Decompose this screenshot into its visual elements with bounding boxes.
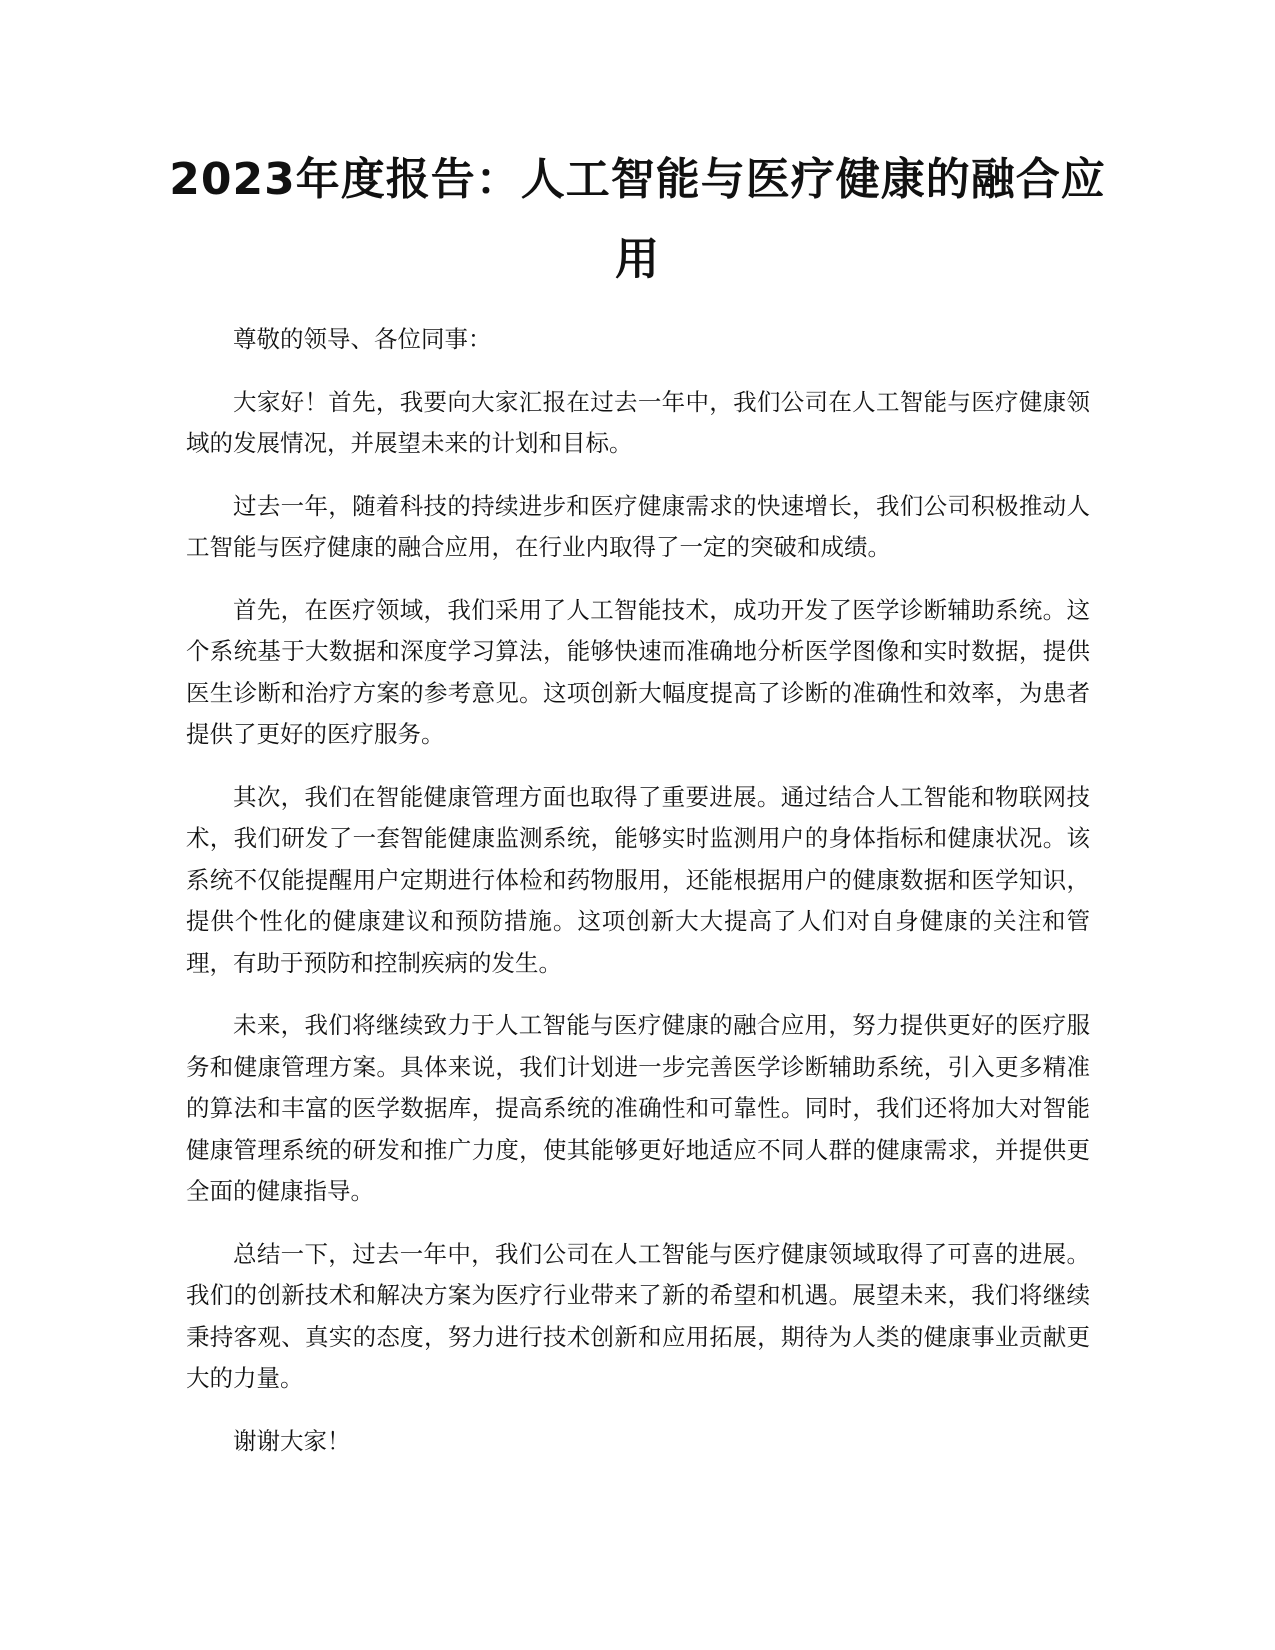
closing-paragraph: 谢谢大家！ <box>233 1426 351 1455</box>
health-management-paragraph: 其次，我们在智能健康管理方面也取得了重要进展。通过结合人工智能和物联网技术，我们研发了一套智能健康监测系统，能够实时监测用户的身体指标和健康状况。该系统不仅能提醒用户定期进行体检和药物服用，还能根据用户的健康数据和医学知识，提供个性化的健康建议和预防措施。这项创新大大提高了人们对自身健康的关注和管理，有助于预防和控制疾病的发生。 <box>186 782 1090 977</box>
salutation-paragraph: 尊敬的领导、各位同事： <box>233 325 492 353</box>
future-plans-paragraph: 未来，我们将继续致力于人工智能与医疗健康的融合应用，努力提供更好的医疗服务和健康管理方案。具体来说，我们计划进一步完善医学诊断辅助系统，引入更多精准的算法和丰富的医学数据库，提高系统的准确性和可靠性。同时，我们还将加大对智能健康管理系统的研发和推广力度，使其能够更好地适应不同人群的健康需求，并提供更全面的健康指导。 <box>186 1011 1090 1205</box>
summary-paragraph: 总结一下，过去一年中，我们公司在人工智能与医疗健康领域取得了可喜的进展。我们的创新技术和解决方案为医疗行业带来了新的希望和机遇。展望未来，我们将继续秉持客观、真实的态度，努力进行技术创新和应用拓展，期待为人类的健康事业贡献更大的力量。 <box>186 1239 1090 1392</box>
greeting-paragraph: 大家好！首先，我要向大家汇报在过去一年中，我们公司在人工智能与医疗健康领域的发展情况，并展望未来的计划和目标。 <box>186 387 1090 457</box>
document-body <box>186 319 1090 1483</box>
overview-paragraph: 过去一年，随着科技的持续进步和医疗健康需求的快速增长，我们公司积极推动人工智能与医疗健康的融合应用，在行业内取得了一定的突破和成绩。 <box>186 491 1090 561</box>
document-title: 2023年度报告：人工智能与医疗健康的融合应用 <box>169 154 1106 285</box>
diagnosis-system-paragraph: 首先，在医疗领域，我们采用了人工智能技术，成功开发了医学诊断辅助系统。这个系统基于大数据和深度学习算法，能够快速而准确地分析医学图像和实时数据，提供医生诊断和治疗方案的参考意见。这项创新大幅度提高了诊断的准确性和效率，为患者提供了更好的医疗服务。 <box>186 595 1090 748</box>
